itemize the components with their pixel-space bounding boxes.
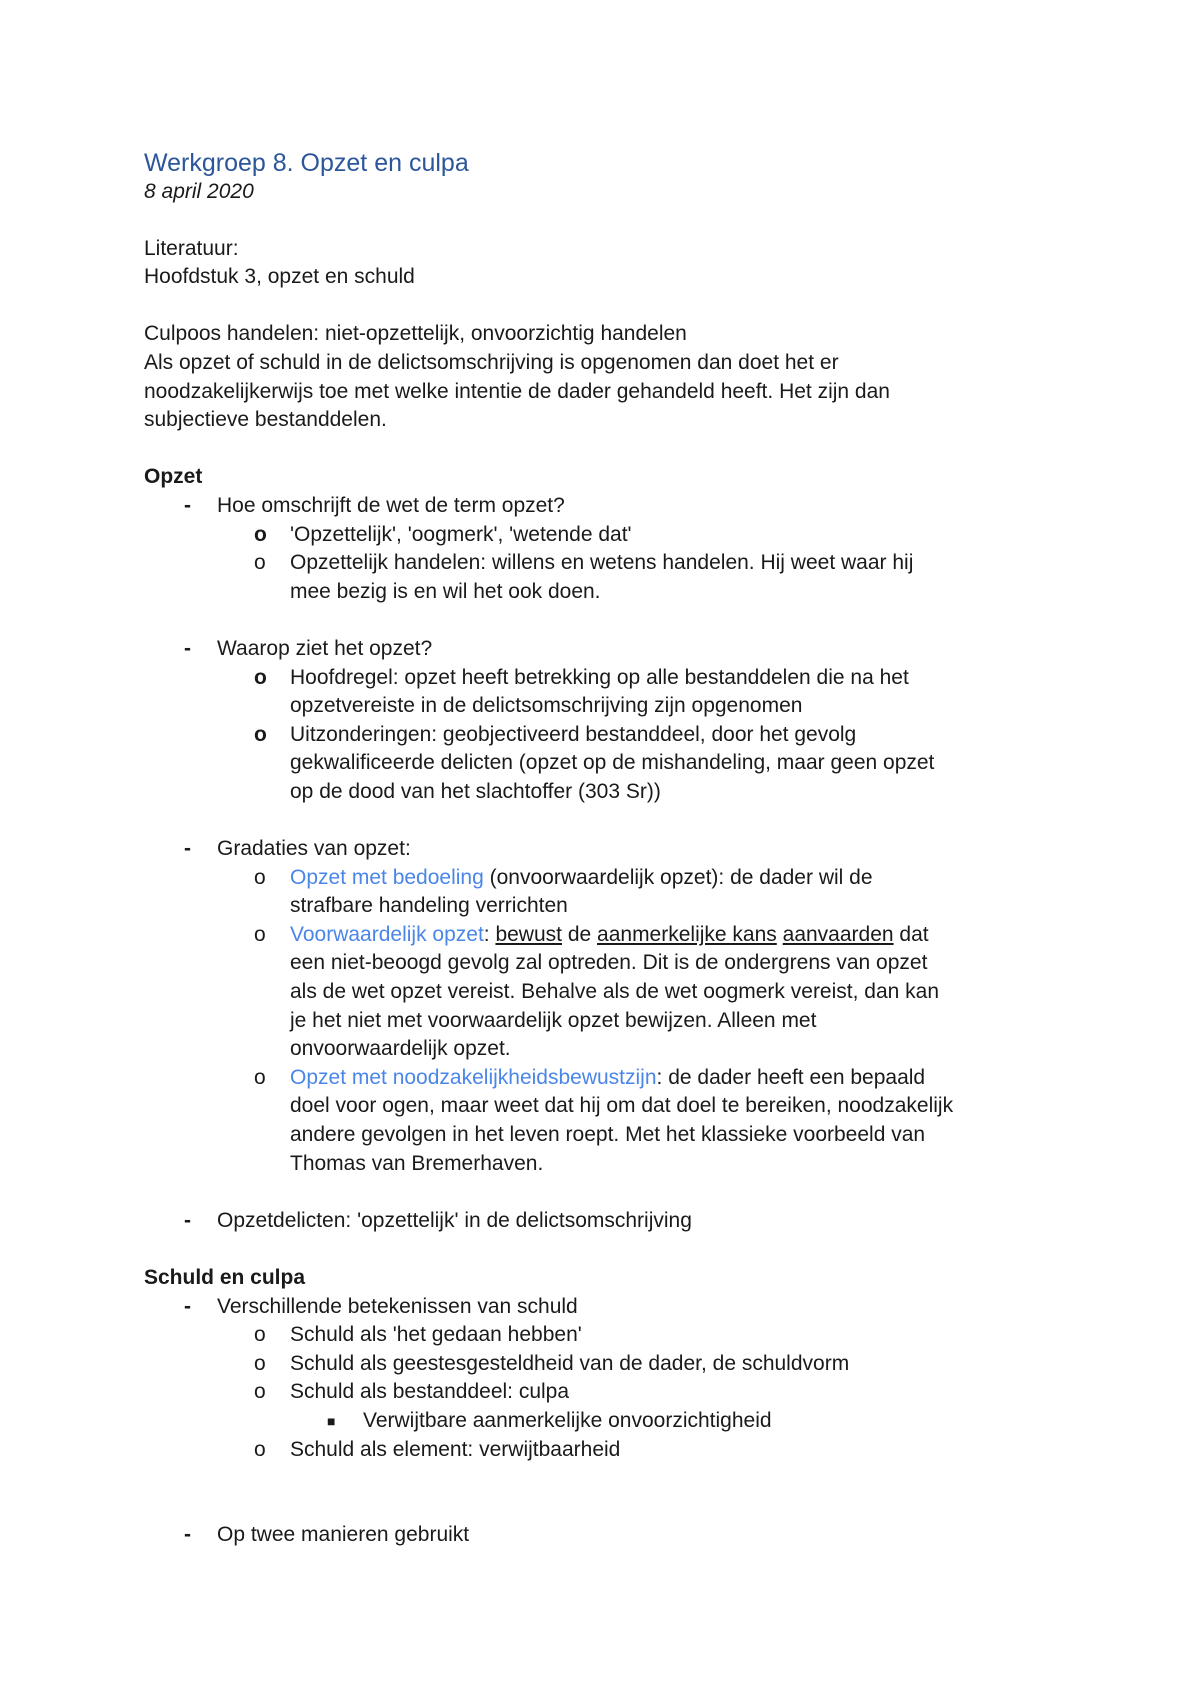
document-page	[144, 148, 1074, 1550]
sub-list-item	[144, 521, 1074, 550]
text-fragment: dat	[893, 922, 929, 946]
sub-list-item	[144, 1378, 1074, 1407]
intro-line: subjectieve bestanddelen.	[144, 408, 387, 432]
circle-bullet-icon: o	[254, 722, 267, 746]
circle-bullet-icon: o	[254, 1323, 266, 1347]
dash-bullet: -	[184, 837, 191, 861]
list-item	[144, 492, 1074, 521]
sub-list-item-text: Schuld als 'het gedaan hebben'	[290, 1323, 582, 1347]
sub-list-item	[144, 1321, 1074, 1350]
circle-bullet-icon: o	[254, 1351, 266, 1375]
sub-list-item-text: Hoofdregel: opzet heeft betrekking op alle bestanddelen die na het	[290, 665, 909, 689]
section-heading-schuld: Schuld en culpa	[144, 1265, 306, 1289]
sub-list-item-text: andere gevolgen in het leven roept. Met het klassieke voorbeeld van	[290, 1123, 926, 1146]
literature-label: Literatuur:	[144, 236, 239, 260]
sub-list-item-text: : de dader heeft een bepaald	[656, 1065, 926, 1089]
underlined-term: bewust	[495, 922, 562, 946]
literature-value: Hoofdstuk 3, opzet en schuld	[144, 265, 415, 289]
sub-sub-list-item	[144, 1407, 1074, 1436]
sub-list-item-text: Schuld als element: verwijtbaarheid	[290, 1437, 621, 1461]
sub-list-item	[144, 549, 1074, 606]
intro-line: Als opzet of schuld in de delictsomschrijving is opgenomen dan doet het er	[144, 350, 839, 374]
sub-list-item	[144, 721, 1074, 807]
term-voorwaardelijk-opzet: Voorwaardelijk opzet	[290, 922, 484, 946]
sub-list-item-text: onvoorwaardelijk opzet.	[290, 1037, 511, 1061]
sub-list-item	[144, 864, 1074, 921]
list-item	[144, 1207, 1074, 1236]
circle-bullet-icon: o	[254, 865, 266, 889]
list-item-text: Gradaties van opzet:	[217, 837, 411, 861]
sub-list-item-text: strafbare handeling verrichten	[290, 894, 568, 918]
dash-bullet: -	[184, 493, 191, 517]
dash-bullet: -	[184, 1208, 191, 1232]
circle-bullet-icon: o	[254, 1065, 266, 1089]
section-heading-opzet: Opzet	[144, 465, 203, 489]
sub-list-item-text: een niet-beoogd gevolg zal optreden. Dit is de ondergrens van opzet	[290, 951, 928, 975]
dash-bullet: -	[184, 1523, 191, 1547]
list-item-text: Opzetdelicten: 'opzettelijk' in de delictsomschrijving	[217, 1208, 692, 1232]
term-opzet-met-noodzakelijkheidsbewustzijn: Opzet met noodzakelijkheidsbewustzijn	[290, 1065, 657, 1089]
document-title: Werkgroep 8. Opzet en culpa	[144, 149, 469, 177]
sub-list-item-text: opzetvereiste in de delictsomschrijving zijn opgenomen	[290, 694, 803, 718]
sub-list-item-text: Opzettelijk handelen: willens en wetens handelen. Hij weet waar hij	[290, 551, 914, 575]
square-bullet-icon: ■	[327, 1412, 336, 1429]
sub-list-item	[144, 921, 1074, 1064]
sub-list-item-text: 'Opzettelijk', 'oogmerk', 'wetende dat'	[290, 522, 632, 546]
underlined-term: aanmerkelijke kans	[597, 922, 777, 946]
sub-list-item-text: je het niet met voorwaardelijk opzet bewijzen. Alleen met	[290, 1008, 817, 1032]
sub-list-item-text: gekwalificeerde delicten (opzet op de mishandeling, maar geen opzet	[290, 751, 935, 775]
list-item-text: Waarop ziet het opzet?	[217, 636, 433, 660]
list-item	[144, 1521, 1074, 1550]
sub-list-item	[144, 1436, 1074, 1465]
document-date: 8 april 2020	[144, 180, 254, 203]
list-item-text: Verschillende betekenissen van schuld	[217, 1294, 578, 1318]
intro-line: noodzakelijkerwijs toe met welke intentie de dader gehandeld heeft. Het zijn dan	[144, 379, 890, 403]
underlined-term: aanvaarden	[782, 922, 894, 946]
list-item	[144, 1293, 1074, 1322]
dash-bullet: -	[184, 1294, 191, 1318]
circle-bullet-icon: o	[254, 665, 267, 689]
sub-list-item-text: doel voor ogen, maar weet dat hij om dat doel te bereiken, noodzakelijk	[290, 1094, 954, 1118]
list-item	[144, 835, 1074, 864]
text-fragment: de	[562, 922, 598, 946]
list-item	[144, 635, 1074, 664]
intro-line: Culpoos handelen: niet-opzettelijk, onvoorzichtig handelen	[144, 322, 687, 346]
circle-bullet-icon: o	[254, 551, 266, 575]
sub-sub-list-item-text: Verwijtbare aanmerkelijke onvoorzichtigheid	[363, 1408, 772, 1432]
sub-list-item-text: Uitzonderingen: geobjectiveerd bestanddeel, door het gevolg	[290, 722, 857, 746]
sub-list-item-text: als de wet opzet vereist. Behalve als de wet oogmerk vereist, dan kan	[290, 980, 940, 1004]
dash-bullet: -	[184, 636, 191, 660]
list-item-text: Hoe omschrijft de wet de term opzet?	[217, 493, 565, 517]
circle-bullet-icon: o	[254, 1380, 266, 1404]
sub-list-item-text: (onvoorwaardelijk opzet): de dader wil de	[483, 865, 873, 889]
sub-list-item-text: op de dood van het slachtoffer (303 Sr))	[290, 779, 661, 803]
list-item-text: Op twee manieren gebruikt	[217, 1523, 470, 1547]
circle-bullet-icon: o	[254, 522, 267, 546]
sub-list-item	[144, 1350, 1074, 1379]
sub-list-item	[144, 664, 1074, 721]
sub-list-item-text: Schuld als bestanddeel: culpa	[290, 1380, 570, 1404]
circle-bullet-icon: o	[254, 1437, 266, 1461]
sub-list-item-text: mee bezig is en wil het ook doen.	[290, 579, 601, 603]
sub-list-item-text: Schuld als geestesgesteldheid van de dader, de schuldvorm	[290, 1351, 850, 1375]
text-fragment: :	[483, 922, 496, 946]
circle-bullet-icon: o	[254, 922, 266, 946]
sub-list-item	[144, 1064, 1074, 1178]
term-opzet-met-bedoeling: Opzet met bedoeling	[290, 865, 484, 889]
sub-list-item-text: Thomas van Bremerhaven.	[290, 1151, 544, 1175]
